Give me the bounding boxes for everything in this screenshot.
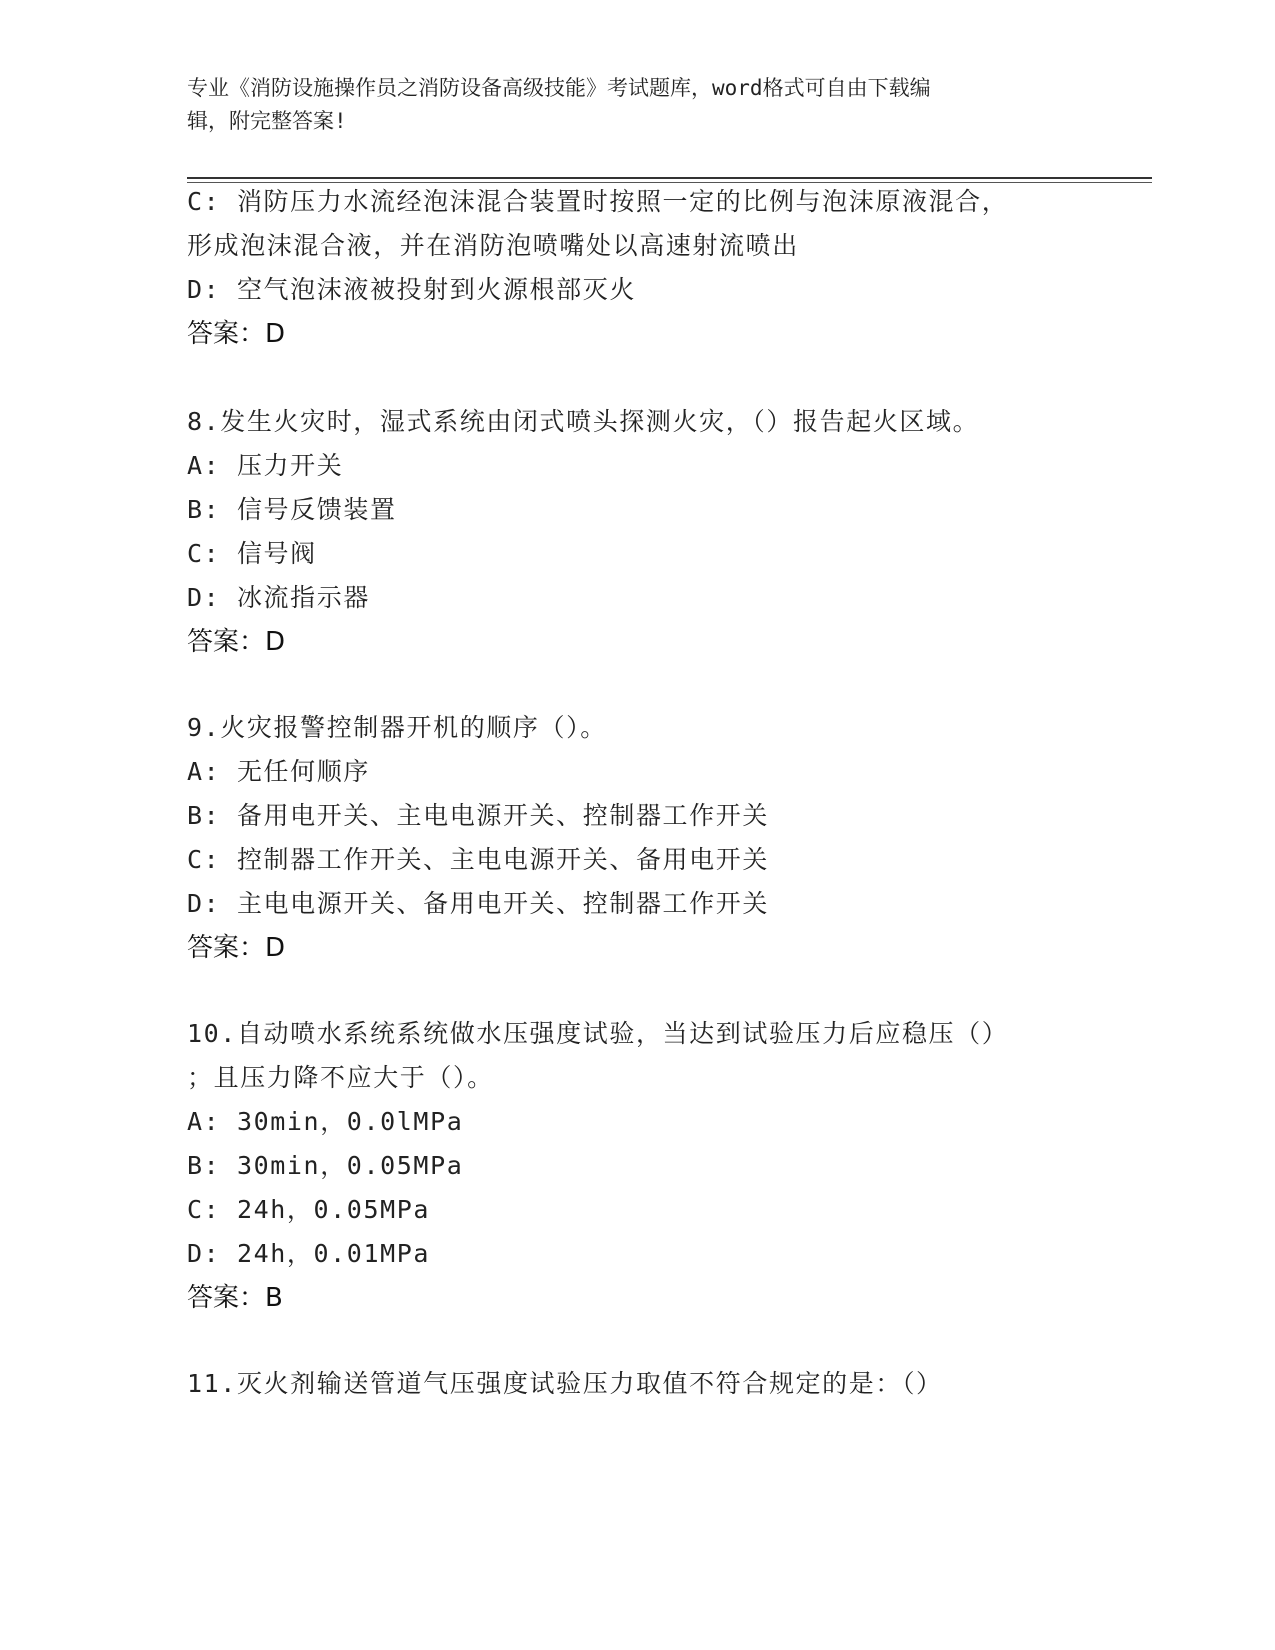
q10-option-a: A: 30min，0.0lMPa bbox=[187, 1107, 464, 1136]
header-line-1: 专业《消防设施操作员之消防设备高级技能》考试题库，word格式可自由下载编 bbox=[187, 76, 931, 100]
q8-option-d: D: 冰流指示器 bbox=[187, 583, 370, 612]
q10-answer: 答案：B bbox=[187, 1283, 283, 1313]
q7-option-c-line-1: C: 消防压力水流经泡沫混合装置时按照一定的比例与泡沫原液混合， bbox=[187, 187, 1009, 216]
document-header bbox=[187, 72, 1087, 138]
q9-option-a: A: 无任何顺序 bbox=[187, 757, 370, 786]
q9-option-d: D: 主电电源开关、备用电开关、控制器工作开关 bbox=[187, 889, 769, 918]
q9-answer: 答案：D bbox=[187, 933, 286, 963]
header-line-2: 辑，附完整答案! bbox=[187, 109, 347, 133]
header-divider-thick bbox=[187, 177, 1152, 179]
q11-stem: 11.灭火剂输送管道气压强度试验压力取值不符合规定的是：（） bbox=[187, 1369, 943, 1398]
q8-option-a: A: 压力开关 bbox=[187, 451, 344, 480]
q8-option-b: B: 信号反馈装置 bbox=[187, 495, 397, 524]
q7-option-d: D: 空气泡沫液被投射到火源根部灭火 bbox=[187, 275, 636, 304]
q10-stem-line-2: ；且压力降不应大于（）。 bbox=[187, 1063, 494, 1092]
q10-option-c: C: 24h，0.05MPa bbox=[187, 1195, 431, 1224]
q10-option-b: B: 30min，0.05MPa bbox=[187, 1151, 464, 1180]
q7-answer: 答案：D bbox=[187, 319, 286, 349]
q10-stem-line-1: 10.自动喷水系统系统做水压强度试验，当达到试验压力后应稳压（） bbox=[187, 1019, 1009, 1048]
q8-answer: 答案：D bbox=[187, 627, 286, 657]
q7-option-c-line-2: 形成泡沫混合液，并在消防泡喷嘴处以高速射流喷出 bbox=[187, 231, 799, 260]
q9-option-c: C: 控制器工作开关、主电电源开关、备用电开关 bbox=[187, 845, 769, 874]
q9-option-b: B: 备用电开关、主电电源开关、控制器工作开关 bbox=[187, 801, 769, 830]
q10-option-d: D: 24h，0.01MPa bbox=[187, 1239, 431, 1268]
q8-option-c: C: 信号阀 bbox=[187, 539, 317, 568]
q8-stem: 8.发生火灾时，湿式系统由闭式喷头探测火灾，（）报告起火区域。 bbox=[187, 407, 980, 436]
q9-stem: 9.火灾报警控制器开机的顺序（）。 bbox=[187, 713, 607, 742]
header-divider-thin bbox=[187, 182, 1152, 183]
